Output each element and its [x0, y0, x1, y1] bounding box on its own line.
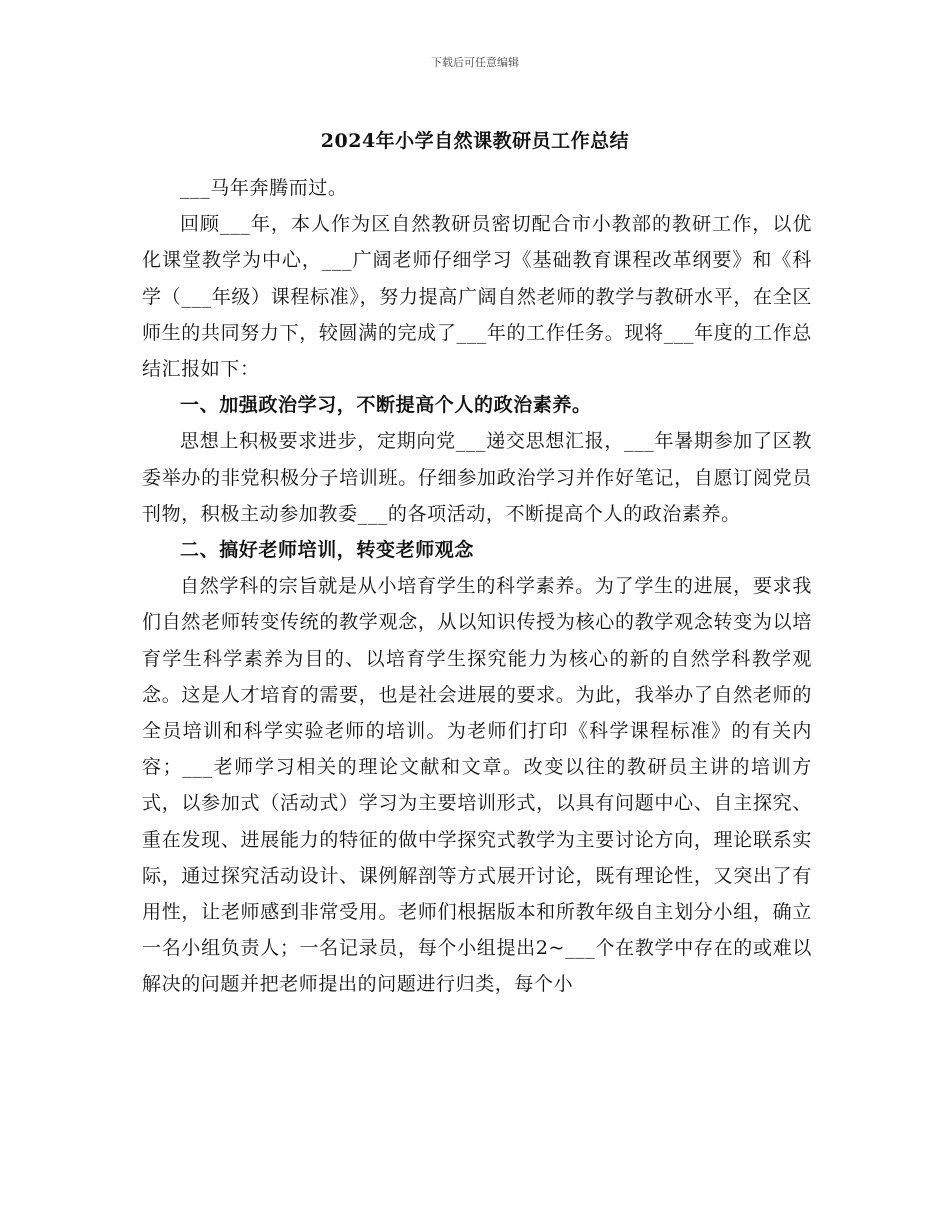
- intro-line: ___马年奔腾而过。: [180, 177, 348, 199]
- document-title: 2024年小学自然课教研员工作总结: [320, 130, 630, 152]
- review-paragraph: 回顾___年，本人作为区自然教研员密切配合市小教部的教研工作，以优化课堂教学为中心，___广阔老师仔细学习《基础教育课程改革纲要》和《科学（___年级）课程标准》，努力提高广阔自然老师的教学与教研水平，在全区师生的共同努力下，较圆满的完成了___年的工作任务。现将___年度的工作总结汇报如下：: [142, 213, 812, 381]
- document-body: [142, 170, 812, 1003]
- section-heading-2: 二、搞好老师培训，转变老师观念: [180, 539, 475, 562]
- page-header-note: 下载后可任意编辑: [431, 56, 519, 69]
- section-heading-1: 一、加强政治学习，不断提高个人的政治素养。: [180, 394, 592, 417]
- section-1-paragraph: 思想上积极要求进步，定期向党___递交思想汇报，___年暑期参加了区教委举办的非党积极分子培训班。仔细参加政治学习并作好笔记，自愿订阅党员刊物，积极主动参加教委___的各项活动，不断提高个人的政治素养。: [142, 430, 812, 525]
- section-2-paragraph: 自然学科的宗旨就是从小培育学生的科学素养。为了学生的进展，要求我们自然老师转变传统的教学观念，从以知识传授为核心的教学观念转变为以培育学生科学素养为目的、以培育学生探究能力为核心的新的自然学科教学观念。这是人才培育的需要，也是社会进展的要求。为此，我举办了自然老师的全员培训和科学实验老师的培训。为老师们打印《科学课程标准》的有关内容；___老师学习相关的理论文献和文章。改变以往的教研员主讲的培训方式，以参加式（活动式）学习为主要培训形式，以具有问题中心、自主探究、重在发现、进展能力的特征的做中学探究式教学为主要讨论方向，理论联系实际，通过探究活动设计、课例解剖等方式展开讨论，既有理论性，又突出了有用性，让老师感到非常受用。老师们根据版本和所教年级自主划分小组，确立一名小组负责人；一名记录员，每个小组提出2~___个在教学中存在的或难以解决的问题并把老师提出的问题进行归类，每个小: [142, 575, 812, 996]
